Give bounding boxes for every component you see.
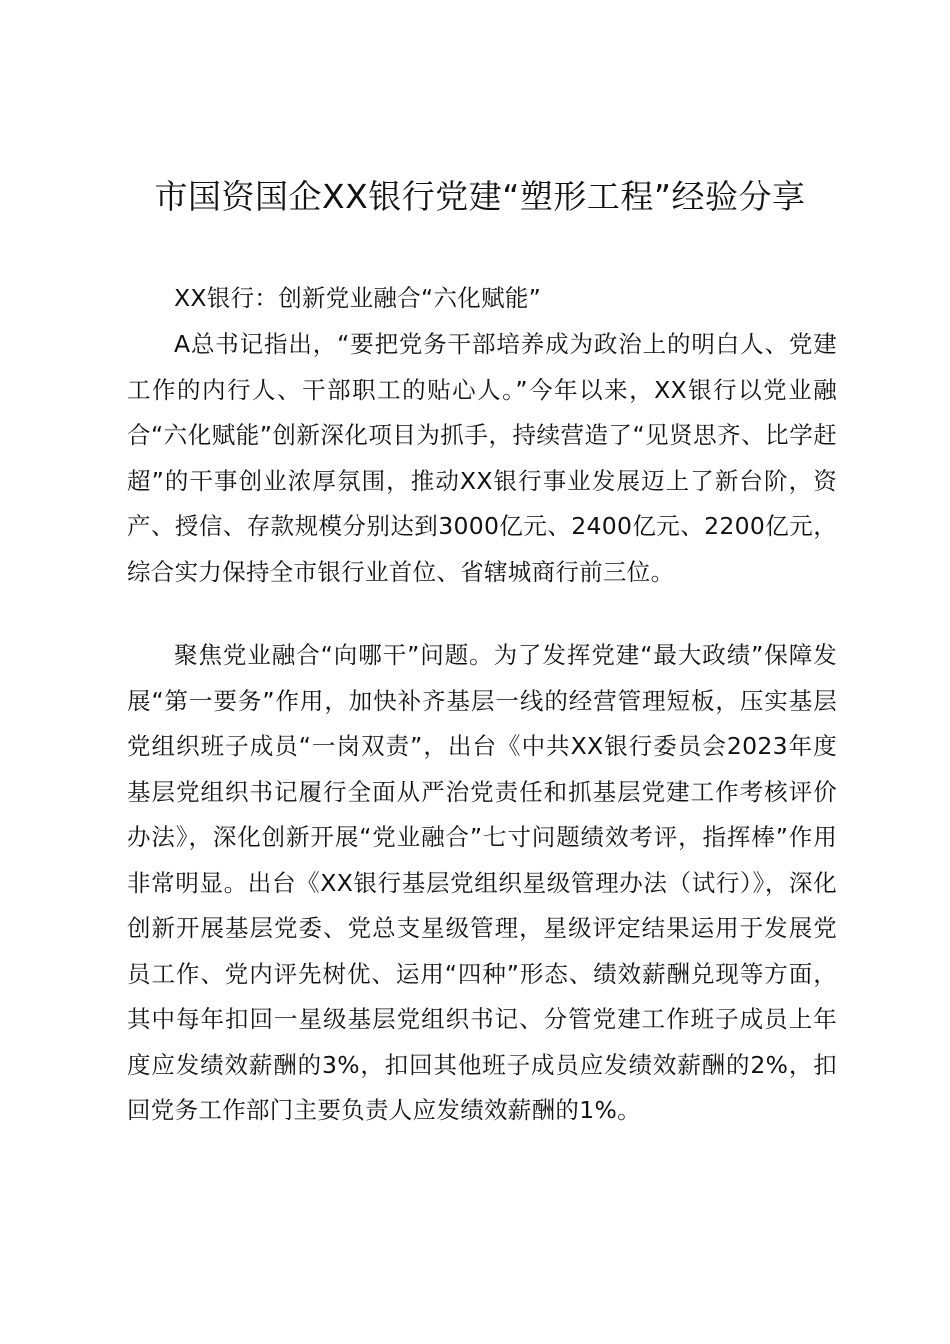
paragraph-2: 聚焦党业融合“向哪干”问题。为了发挥党建“最大政绩”保障发展“第一要务”作用，加快补齐基层一线的经营管理短板，压实基层党组织班子成员“一岗双责”，出台《中共XX银行委员会2023年度基层党组织书记履行全面从严治党责任和抓基层党建工作考核评价办法》，深化创新开展“党业融合”七寸问题绩效考评，指挥棒”作用非常明显。出台《XX银行基层党组织星级管理办法（试行）》，深化创新开展基层党委、党总支星级管理，星级评定结果运用于发展党员工作、党内评先树优、运用“四种”形态、绩效薪酬兑现等方面，其中每年扣回一星级基层党组织书记、分管党建工作班子成员上年度应发绩效薪酬的3%，扣回其他班子成员应发绩效薪酬的2%，扣回党务工作部门主要负责人应发绩效薪酬的1%。 <box>127 641 837 1124</box>
document-title: 市国资国企XX银行党建“塑形工程”经验分享 <box>154 177 806 216</box>
document-subtitle: XX银行：创新党业融合“六化赋能” <box>174 284 542 312</box>
paragraph-1: A总书记指出，“要把党务干部培养成为政治上的明白人、党建工作的内行人、干部职工的贴心人。”今年以来，XX银行以党业融合“六化赋能”创新深化项目为抓手，持续营造了“见贤思齐、比学赶超”的干事创业浓厚氛围，推动XX银行事业发展迈上了新台阶，资产、授信、存款规模分别达到3000亿元、2400亿元、2200亿元，综合实力保持全市银行业首位、省辖城商行前三位。 <box>127 330 837 586</box>
